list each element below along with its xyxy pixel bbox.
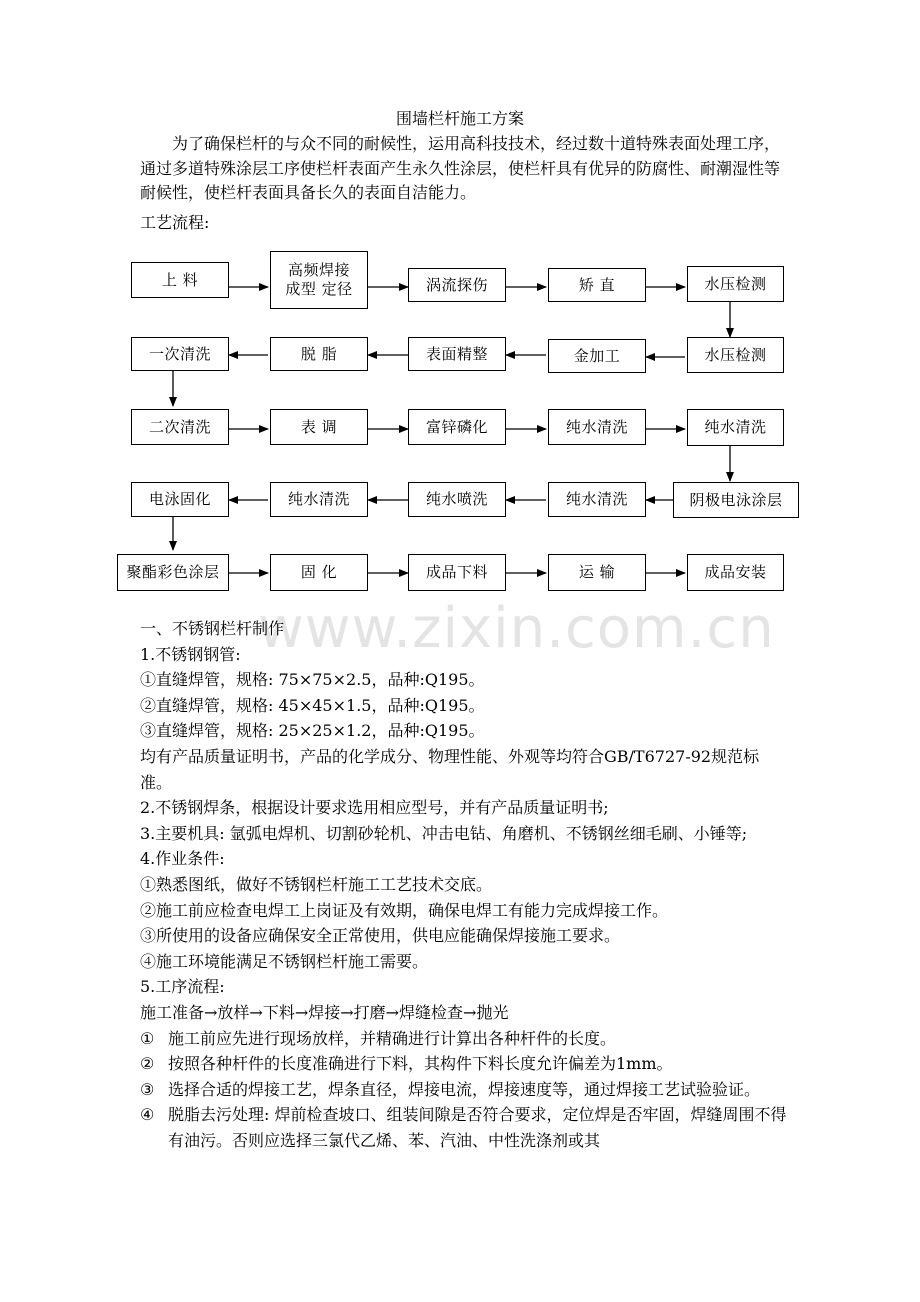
watermark: www.zixin.com.cn — [258, 596, 775, 661]
subheading-process: 5.工序流程: — [140, 977, 225, 997]
spec-line-3: ③直缝焊管，规格: 25×25×1.2，品种:Q195。 — [140, 721, 485, 741]
flow-step-straighten: 矫 直 — [548, 268, 646, 302]
flow-step-polyester-coating: 聚酯彩色涂层 — [117, 554, 229, 591]
document-title: 围墙栏杆施工方案 — [395, 109, 524, 128]
body-text — [140, 616, 790, 1153]
condition-2: ②施工前应检查电焊工上岗证及有效期，确保电焊工有能力完成焊接工作。 — [140, 900, 669, 920]
flow-step-degrease: 脱 脂 — [270, 337, 368, 371]
flow-step-hf-welding: 高频焊接 成型 定径 — [270, 251, 368, 309]
flow-step-curing: 固 化 — [270, 554, 368, 591]
step-number: ② — [140, 1054, 155, 1074]
flow-step-cutting: 成品下料 — [408, 554, 506, 591]
step-text: 选择合适的焊接工艺，焊条直径，焊接电流，焊接速度等，通过焊接工艺试验验证。 — [168, 1079, 761, 1099]
step-text: 脱脂去污处理: 焊前检查坡口、组装间隙是否符合要求，定位焊是否牢固，焊缝周围不得有油污。否则应选择三氯代乙烯、苯、汽油、中性洗涤剂或其 — [168, 1105, 787, 1150]
flow-step-electrophoresis-cure: 电泳固化 — [131, 482, 229, 517]
subheading-conditions: 4.作业条件: — [140, 849, 225, 869]
flow-step-cathodic-coating: 阴极电泳涂层 — [673, 482, 799, 518]
step-item — [140, 1026, 790, 1052]
flow-step-conditioning: 表 调 — [270, 409, 368, 445]
flow-step-first-wash: 一次清洗 — [131, 337, 229, 371]
flow-step-hydro-test-1: 水压检测 — [687, 266, 784, 302]
welding-rod-note: 2.不锈钢焊条，根据设计要求选用相应型号，并有产品质量证明书; — [140, 798, 609, 818]
step-text: 按照各种杆件的长度准确进行下料，其构件下料长度允许偏差为1mm。 — [168, 1054, 673, 1074]
intro-paragraph: 为了确保栏杆的与众不同的耐候性，运用高科技技术，经过数十道特殊表面处理工序，通过多道特殊涂层工序使栏杆表面产生永久性涂层，使栏杆具有优异的防腐性、耐潮湿性等耐候性，使栏杆表面具备长久的表面自洁能力。 — [140, 134, 781, 202]
step-number: ④ — [140, 1105, 155, 1125]
step-item — [140, 1077, 790, 1103]
flow-step-feeding: 上 料 — [131, 262, 229, 298]
section-heading: 一、不锈钢栏杆制作 — [140, 619, 285, 638]
step-text: 施工前应先进行现场放样，并精确进行计算出各种杆件的长度。 — [168, 1028, 617, 1048]
flow-step-pure-water-spray: 纯水喷洗 — [408, 482, 506, 517]
certificate-note: 均有产品质量证明书，产品的化学成分、物理性能、外观等均符合GB/T6727-92规范标准。 — [140, 746, 760, 792]
flow-step-zinc-phosphating: 富锌磷化 — [408, 409, 506, 445]
process-flow: 施工准备→放样→下料→焊接→打磨→焊缝检查→抛光 — [140, 1002, 509, 1022]
flow-step-second-wash: 二次清洗 — [131, 409, 229, 445]
flow-step-pure-water-wash-4: 纯水清洗 — [548, 482, 646, 517]
flow-step-transport: 运 输 — [548, 554, 646, 591]
step-number: ③ — [140, 1079, 155, 1099]
flow-step-installation: 成品安装 — [687, 554, 784, 591]
flow-label: 工艺流程: — [140, 213, 210, 232]
tools-note: 3.主要机具: 氩弧电焊机、切割砂轮机、冲击电钻、角磨机、不锈钢丝细毛刷、小锤等; — [140, 823, 748, 843]
flow-step-eddy-test: 涡流探伤 — [408, 268, 506, 302]
condition-4: ④施工环境能满足不锈钢栏杆施工需要。 — [140, 951, 429, 971]
step-item — [140, 1051, 790, 1077]
flow-step-pure-water-wash-1: 纯水清洗 — [548, 409, 646, 445]
flow-step-pure-water-wash-3: 纯水清洗 — [270, 482, 368, 517]
condition-1: ①熟悉图纸，做好不锈钢栏杆施工工艺技术交底。 — [140, 874, 493, 894]
step-item — [140, 1102, 790, 1153]
flow-step-pure-water-wash-2: 纯水清洗 — [687, 409, 784, 446]
spec-line-2: ②直缝焊管，规格: 45×45×1.5，品种:Q195。 — [140, 695, 485, 715]
flow-step-machining: 金加工 — [548, 339, 646, 373]
condition-3: ③所使用的设备应确保安全正常使用，供电应能确保焊接施工要求。 — [140, 926, 621, 946]
step-number: ① — [140, 1028, 155, 1048]
spec-line-1: ①直缝焊管，规格: 75×75×2.5，品种:Q195。 — [140, 670, 485, 690]
subheading-steel-pipe: 1.不锈钢钢管: — [140, 644, 241, 664]
flow-step-hydro-test-2: 水压检测 — [687, 337, 784, 373]
flow-step-finishing: 表面精整 — [408, 337, 506, 371]
